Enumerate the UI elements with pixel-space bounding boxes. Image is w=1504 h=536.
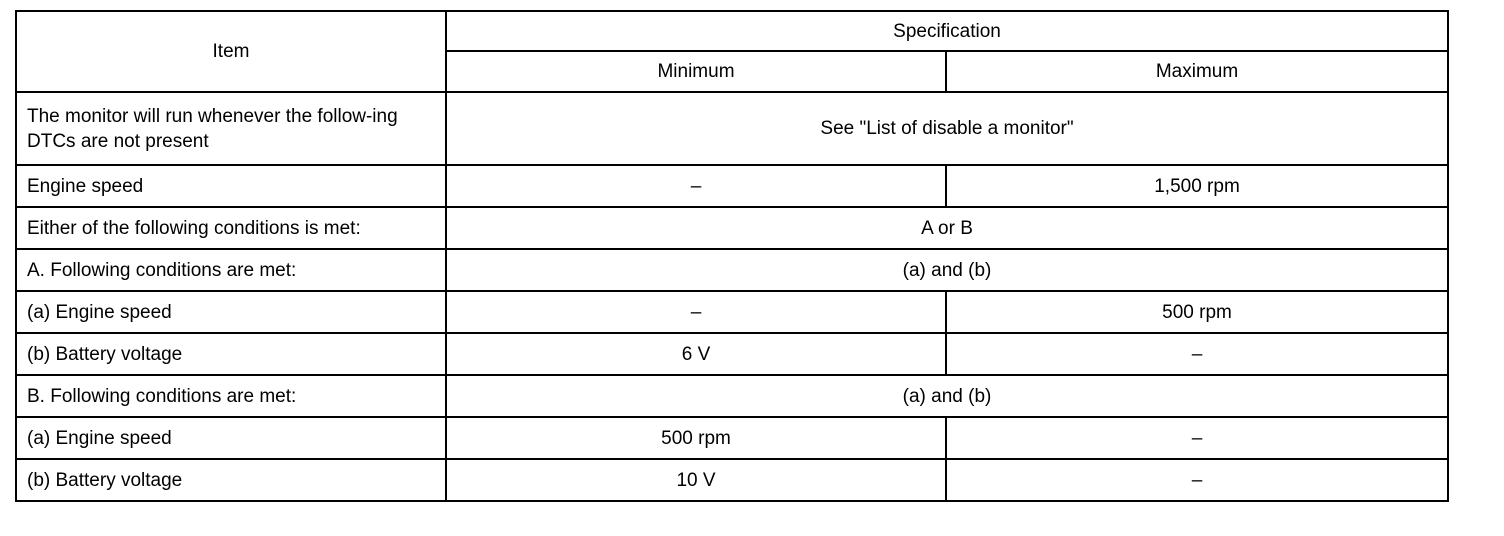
row-minimum: 10 V [446,459,946,501]
row-maximum: – [946,333,1448,375]
row-spec-span: See "List of disable a monitor" [446,92,1448,165]
row-spec-span: A or B [446,207,1448,249]
row-minimum: 500 rpm [446,417,946,459]
row-item: A. Following conditions are met: [16,249,446,291]
row-item: (b) Battery voltage [16,333,446,375]
row-spec-span: (a) and (b) [446,375,1448,417]
row-spec-span: (a) and (b) [446,249,1448,291]
table-row [16,291,1448,333]
row-minimum: 6 V [446,333,946,375]
row-item: (a) Engine speed [16,291,446,333]
specification-table [15,10,1449,502]
header-maximum: Maximum [946,51,1448,92]
row-item: The monitor will run whenever the follow-ing DTCs are not present [16,92,446,165]
header-specification: Specification [446,11,1448,51]
row-item: Either of the following conditions is met: [16,207,446,249]
table-row [16,375,1448,417]
table-row [16,207,1448,249]
table-row [16,333,1448,375]
header-item: Item [16,11,446,92]
table-row [16,249,1448,291]
row-maximum: – [946,417,1448,459]
table-row [16,459,1448,501]
row-item: (b) Battery voltage [16,459,446,501]
table-row [16,92,1448,165]
row-maximum: 1,500 rpm [946,165,1448,207]
row-maximum: – [946,459,1448,501]
row-item: (a) Engine speed [16,417,446,459]
row-item: Engine speed [16,165,446,207]
table-row [16,417,1448,459]
row-minimum: – [446,165,946,207]
table-header-row [16,11,1448,51]
table-row [16,165,1448,207]
row-maximum: 500 rpm [946,291,1448,333]
row-item: B. Following conditions are met: [16,375,446,417]
header-minimum: Minimum [446,51,946,92]
row-minimum: – [446,291,946,333]
